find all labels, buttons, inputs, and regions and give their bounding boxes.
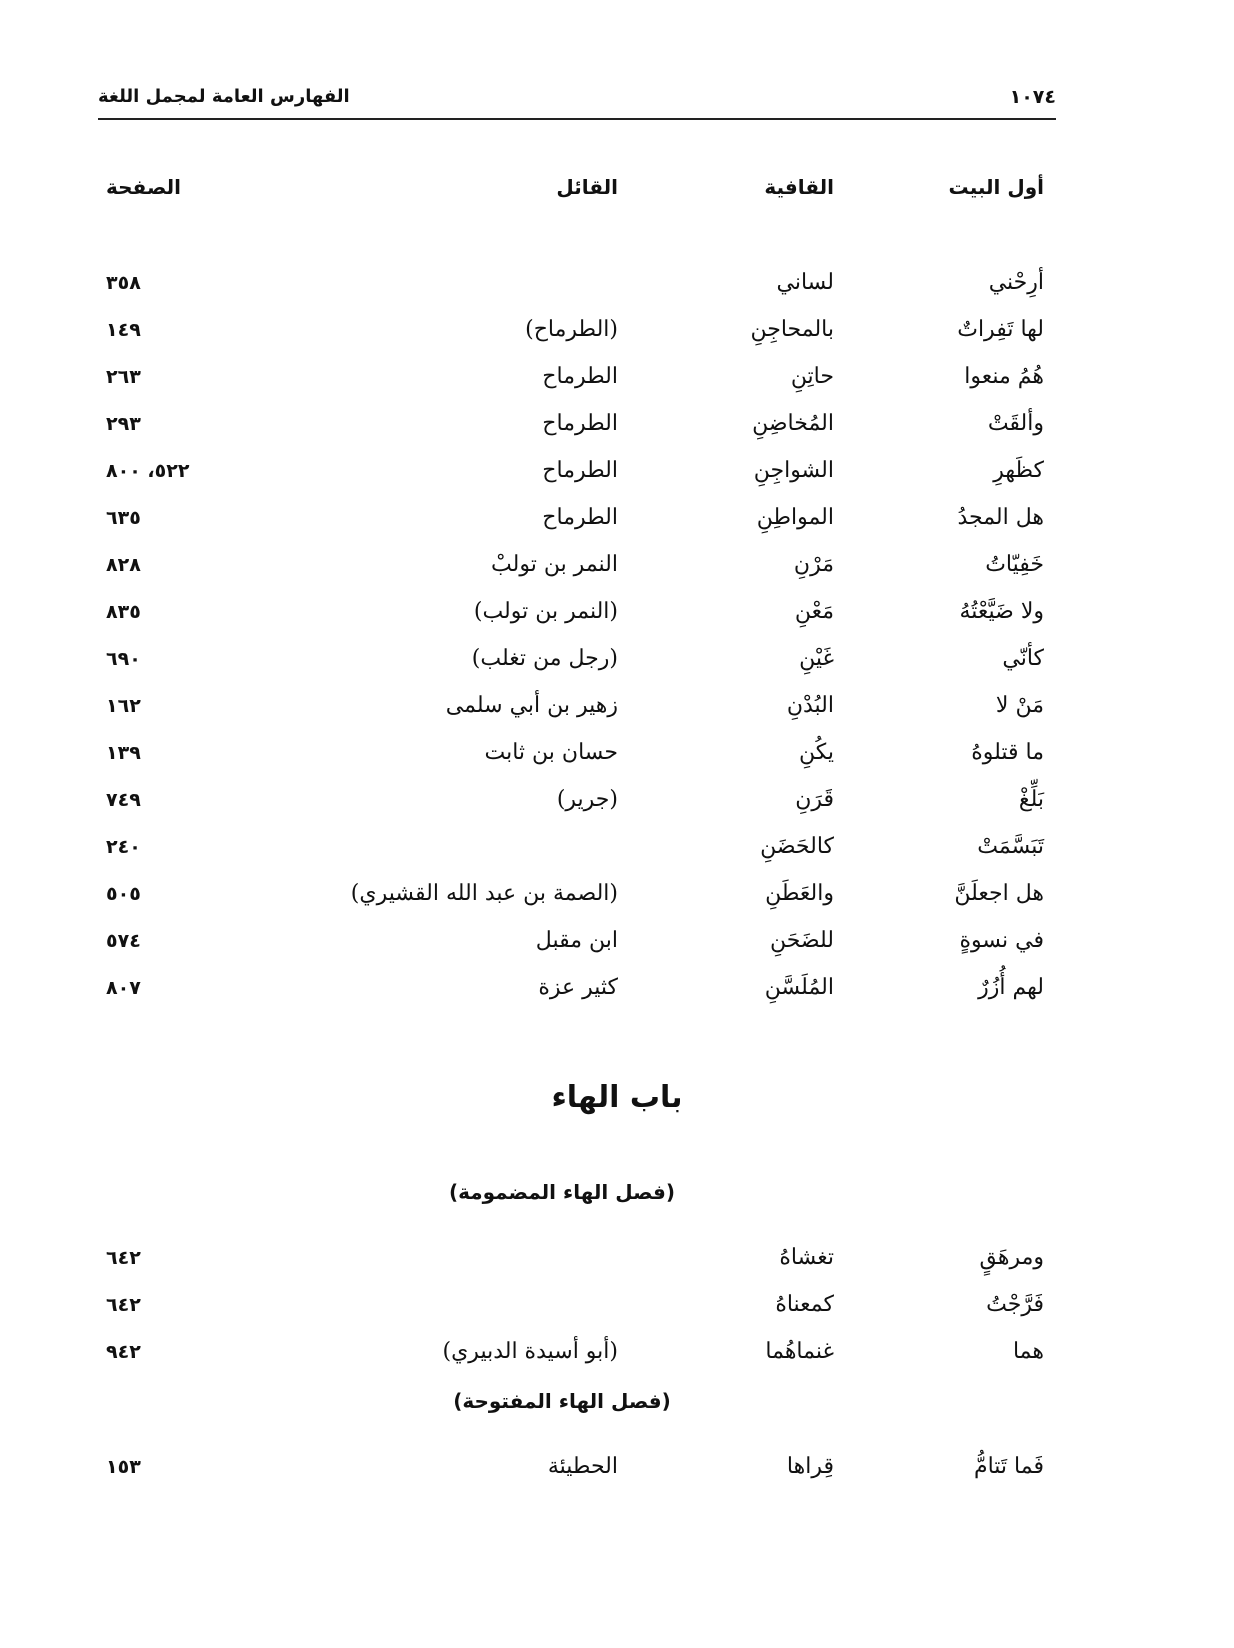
verse-first-word: ولا ضَيَّعْتُهُ [959, 599, 1044, 624]
verse-first-word: وألقَتْ [987, 411, 1044, 436]
verse-page: ٩٤٢ [106, 1341, 141, 1363]
verse-rhyme: قِراها [786, 1454, 834, 1479]
verse-page: ٦٤٢ [106, 1247, 141, 1269]
verse-page: ١٣٩ [106, 742, 141, 764]
verse-rhyme: مَعْنِ [794, 599, 834, 624]
section-title-fatha: (فصل الهاء المفتوحة) [453, 1389, 671, 1413]
verse-poet: (الصمة بن عبد الله القشيري) [350, 881, 618, 906]
verse-poet: الطرماح [542, 364, 618, 389]
verse-rhyme: تغشاهُ [779, 1245, 834, 1270]
verse-first-word: خَفِيّاتُ [985, 552, 1044, 577]
verse-rhyme: غنماهُما [765, 1339, 834, 1364]
verse-rhyme: غَيْنِ [799, 646, 834, 671]
verse-page: ١٥٣ [106, 1456, 141, 1478]
verse-page: ٢٤٠ [106, 836, 141, 858]
verse-first-word: أرِحْني [988, 270, 1044, 295]
verse-rhyme: المواطِنِ [756, 505, 834, 530]
verse-page: ٦٩٠ [106, 648, 141, 670]
page-number: ١٠٧٤ [1009, 86, 1056, 108]
verse-rhyme: كالحَضَنِ [760, 834, 834, 859]
verse-first-word: فَما تَتامُّ [973, 1454, 1044, 1479]
verse-rhyme: يكُنِ [798, 740, 834, 765]
column-header-rhyme: القافية [764, 175, 834, 199]
verse-first-word: لهم أُزُرٌ [978, 975, 1044, 1000]
verse-rhyme: والعَطَنِ [765, 881, 834, 906]
verse-first-word: هُمُ منعوا [964, 364, 1044, 389]
verse-page: ٦٣٥ [106, 507, 141, 529]
verse-page: ٨٢٨ [106, 554, 141, 576]
verse-poet: الطرماح [542, 505, 618, 530]
verse-page: ١٤٩ [106, 319, 141, 341]
verse-poet: زهير بن أبي سلمى [445, 693, 618, 718]
verse-page: ٢٩٣ [106, 413, 141, 435]
verse-poet: (رجل من تغلب) [471, 646, 618, 671]
verse-page: ٢٦٣ [106, 366, 141, 388]
verse-page: ٧٤٩ [106, 789, 141, 811]
verse-first-word: هل اجعلَنَّ [954, 881, 1044, 906]
verse-first-word: هما [1012, 1339, 1044, 1364]
verse-rhyme: كمعناهُ [775, 1292, 834, 1317]
verse-first-word: بَلِّغْ [1018, 787, 1044, 812]
verse-poet: الطرماح [542, 458, 618, 483]
running-title: الفهارس العامة لمجمل اللغة [98, 86, 350, 107]
verse-first-word: كأنّي [1002, 646, 1044, 671]
verse-rhyme: البُدْنِ [786, 693, 834, 718]
verse-rhyme: قَرَنِ [795, 787, 834, 812]
verse-poet: (النمر بن تولب) [473, 599, 618, 624]
verse-poet: (أبو أسيدة الدبيري) [442, 1339, 618, 1364]
verse-page: ٨٠٧ [106, 977, 141, 999]
verse-first-word: تَبَسَّمَتْ [977, 834, 1044, 859]
verse-poet: (الطرماح) [525, 317, 618, 342]
verse-rhyme: حاتِنِ [790, 364, 834, 389]
verse-page: ٥٠٥ [106, 883, 141, 905]
verse-first-word: هل المجدُ [957, 505, 1044, 530]
verse-poet: الحطيئة [547, 1454, 618, 1479]
verse-page: ٨٣٥ [106, 601, 141, 623]
verse-page: ٥٢٢، ٨٠٠ [106, 460, 190, 482]
verse-page: ٣٥٨ [106, 272, 141, 294]
verse-first-word: لها تَفِراتٌ [957, 317, 1044, 342]
column-header-page: الصفحة [106, 175, 182, 199]
verse-poet: (جرير) [556, 787, 618, 812]
verse-poet: الطرماح [542, 411, 618, 436]
verse-rhyme: للضَحَنِ [769, 928, 834, 953]
verse-page: ١٦٢ [106, 695, 141, 717]
column-header-poet: القائل [556, 175, 618, 199]
column-header-first-word: أول البيت [948, 175, 1044, 199]
verse-page: ٥٧٤ [106, 930, 141, 952]
section-title-damma: (فصل الهاء المضمومة) [448, 1180, 676, 1204]
verse-rhyme: الشواجِنِ [753, 458, 834, 483]
verse-poet: كثير عزة [538, 975, 618, 1000]
verse-rhyme: المُلَسَّنِ [764, 975, 834, 1000]
verse-first-word: ما قتلوهُ [971, 740, 1044, 765]
verse-rhyme: لساني [776, 270, 834, 295]
chapter-title: باب الهاء [551, 1080, 683, 1115]
verse-first-word: مَنْ لا [995, 693, 1044, 718]
verse-rhyme: بالمحاجِنِ [750, 317, 834, 342]
verse-rhyme: المُخاضِنِ [752, 411, 834, 436]
verse-first-word: في نسوةٍ [959, 928, 1044, 953]
verse-poet: حسان بن ثابت [484, 740, 618, 765]
verse-first-word: فَرَّجْتُ [986, 1292, 1044, 1317]
running-header [98, 86, 1056, 120]
verse-poet: النمر بن تولبْ [491, 552, 618, 577]
verse-page: ٦٤٢ [106, 1294, 141, 1316]
verse-first-word: كظَهرِ [993, 458, 1044, 483]
verse-first-word: ومرهَقٍ [979, 1245, 1044, 1270]
verse-rhyme: مَرْنِ [793, 552, 834, 577]
verse-poet: ابن مقبل [535, 928, 618, 953]
